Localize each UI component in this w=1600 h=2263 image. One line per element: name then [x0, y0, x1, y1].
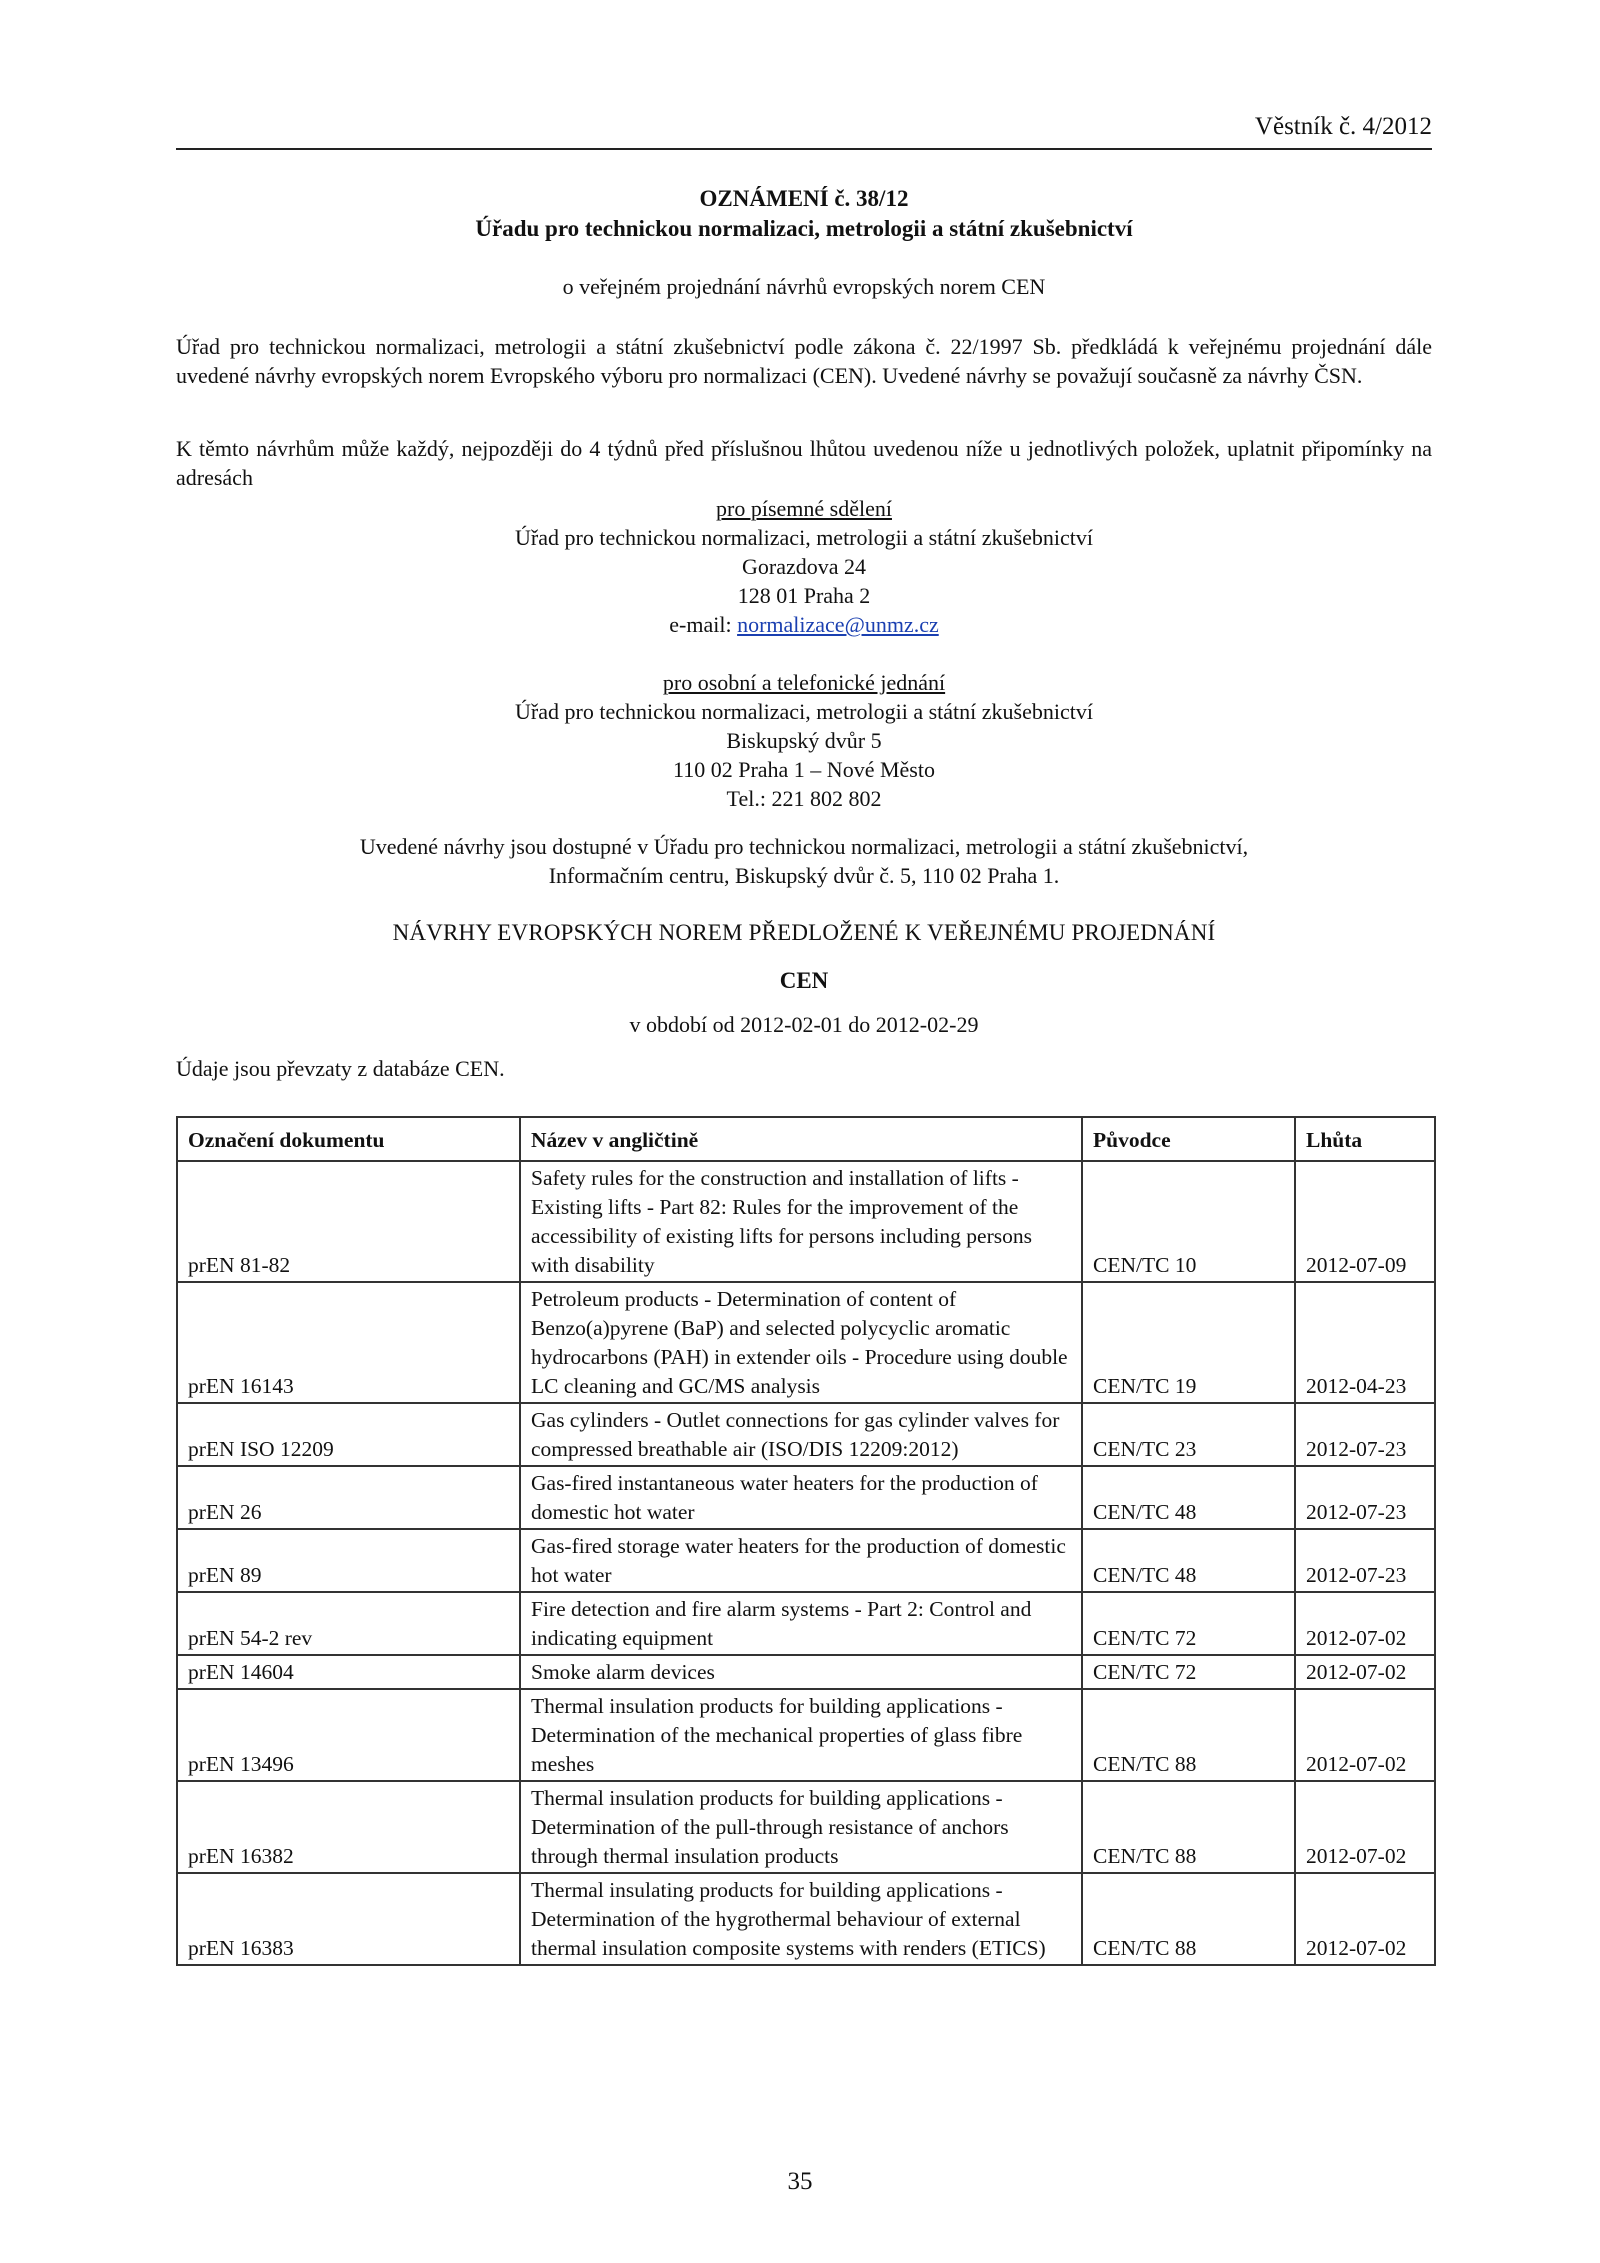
cell-title: Gas-fired storage water heaters for the production of domestic hot water [520, 1529, 1082, 1592]
cell-originator: CEN/TC 48 [1082, 1466, 1295, 1529]
cell-deadline: 2012-07-02 [1295, 1689, 1435, 1781]
cell-document: prEN 13496 [177, 1689, 520, 1781]
table-row [177, 1466, 1435, 1529]
cell-title: Thermal insulation products for building applications - Determination of the mechanical properties of glass fibre meshes [520, 1689, 1082, 1781]
cell-deadline: 2012-07-02 [1295, 1592, 1435, 1655]
section-period: v období od 2012-02-01 do 2012-02-29 [629, 1012, 979, 1037]
cell-title: Thermal insulating products for building applications - Determination of the hygrothermal behaviour of external thermal insulation composite systems with renders (ETICS) [520, 1873, 1082, 1965]
personal-contact-city: 110 02 Praha 1 – Nové Město [673, 757, 935, 782]
cell-document: prEN 16382 [177, 1781, 520, 1873]
table-row [177, 1689, 1435, 1781]
cell-originator: CEN/TC 10 [1082, 1161, 1295, 1282]
drafts-table [176, 1116, 1436, 1966]
cell-deadline: 2012-07-02 [1295, 1873, 1435, 1965]
availability-line-1: Uvedené návrhy jsou dostupné v Úřadu pro technickou normalizaci, metrologii a státní zkušebnictví, [359, 834, 1249, 859]
availability-line-2: Informačním centru, Biskupský dvůr č. 5, 110 02 Praha 1. [548, 863, 1060, 888]
table-header-row [177, 1117, 1435, 1161]
cell-title: Thermal insulation products for building applications - Determination of the pull-through resistance of anchors through thermal insulation products [520, 1781, 1082, 1873]
notice-issuer: Úřadu pro technickou normalizaci, metrologii a státní zkušebnictví [475, 216, 1133, 241]
notice-title: OZNÁMENÍ č. 38/12 [699, 186, 909, 211]
cell-originator: CEN/TC 88 [1082, 1781, 1295, 1873]
cell-document: prEN 16383 [177, 1873, 520, 1965]
header-deadline: Lhůta [1295, 1117, 1435, 1161]
table-row [177, 1161, 1435, 1282]
cell-deadline: 2012-04-23 [1295, 1282, 1435, 1403]
personal-contact-block [176, 668, 1432, 813]
header-originator: Původce [1082, 1117, 1295, 1161]
written-contact-city: 128 01 Praha 2 [737, 583, 871, 608]
personal-contact-phone: Tel.: 221 802 802 [726, 786, 882, 811]
cell-deadline: 2012-07-23 [1295, 1403, 1435, 1466]
table-row [177, 1282, 1435, 1403]
personal-contact-street: Biskupský dvůr 5 [726, 728, 882, 753]
cell-title: Fire detection and fire alarm systems - Part 2: Control and indicating equipment [520, 1592, 1082, 1655]
personal-contact-heading: pro osobní a telefonické jednání [662, 670, 946, 695]
availability-note [176, 832, 1432, 890]
table-row [177, 1403, 1435, 1466]
written-contact-block [176, 494, 1432, 639]
cell-document: prEN 81-82 [177, 1161, 520, 1282]
cell-document: prEN 89 [177, 1529, 520, 1592]
written-contact-heading: pro písemné sdělení [716, 496, 892, 521]
cell-document: prEN ISO 12209 [177, 1403, 520, 1466]
table-row [177, 1529, 1435, 1592]
header-document: Označení dokumentu [177, 1117, 520, 1161]
cell-title: Smoke alarm devices [520, 1655, 1082, 1689]
notice-subject: o veřejném projednání návrhů evropských norem CEN [562, 274, 1046, 299]
cell-originator: CEN/TC 19 [1082, 1282, 1295, 1403]
intro-paragraph-2: K těmto návrhům může každý, nejpozději do 4 týdnů před příslušnou lhůtou uvedenou níže u jednotlivých položek, uplatnit připomínky na adresách [176, 436, 1432, 490]
table-row [177, 1592, 1435, 1655]
email-label: e-mail: [669, 612, 738, 637]
cell-originator: CEN/TC 23 [1082, 1403, 1295, 1466]
cell-originator: CEN/TC 72 [1082, 1592, 1295, 1655]
cell-originator: CEN/TC 88 [1082, 1873, 1295, 1965]
table-row [177, 1873, 1435, 1965]
email-link[interactable]: normalizace@unmz.cz [737, 612, 939, 637]
cell-deadline: 2012-07-02 [1295, 1655, 1435, 1689]
cell-document: prEN 54-2 rev [177, 1592, 520, 1655]
cell-title: Petroleum products - Determination of content of Benzo(a)pyrene (BaP) and selected polycyclic aromatic hydrocarbons (PAH) in extender oils - Procedure using double LC cleaning and GC/MS analysis [520, 1282, 1082, 1403]
written-contact-street: Gorazdova 24 [741, 554, 866, 579]
cell-deadline: 2012-07-23 [1295, 1466, 1435, 1529]
page-number: 35 [787, 2168, 813, 2195]
table-row [177, 1781, 1435, 1873]
personal-contact-office: Úřad pro technickou normalizaci, metrologii a státní zkušebnictví [515, 699, 1093, 724]
section-body: CEN [779, 968, 829, 993]
cell-deadline: 2012-07-02 [1295, 1781, 1435, 1873]
cell-title: Gas cylinders - Outlet connections for gas cylinder valves for compressed breathable air (ISO/DIS 12209:2012) [520, 1403, 1082, 1466]
source-note: Údaje jsou převzaty z databáze CEN. [176, 1056, 505, 1081]
cell-document: prEN 14604 [177, 1655, 520, 1689]
running-header [176, 112, 1432, 150]
cell-document: prEN 16143 [177, 1282, 520, 1403]
written-contact-office: Úřad pro technickou normalizaci, metrologii a státní zkušebnictví [515, 525, 1093, 550]
cell-originator: CEN/TC 48 [1082, 1529, 1295, 1592]
cell-document: prEN 26 [177, 1466, 520, 1529]
cell-title: Safety rules for the construction and installation of lifts - Existing lifts - Part 82: Rules for the improvement of the accessibility of existing lifts for persons including persons with disability [520, 1161, 1082, 1282]
journal-issue: Věstník č. 4/2012 [1254, 113, 1432, 140]
intro-paragraph-1: Úřad pro technickou normalizaci, metrologii a státní zkušebnictví podle zákona č. 22/1997 Sb. předkládá k veřejnému projednání dále uvedené návrhy evropských norem Evropského výboru pro normalizaci (CEN). Uvedené návrhy se považují současně za návrhy ČSN. [176, 334, 1432, 388]
cell-deadline: 2012-07-23 [1295, 1529, 1435, 1592]
header-english-title: Název v angličtině [520, 1117, 1082, 1161]
written-contact-email-line [176, 610, 1432, 639]
section-title: NÁVRHY EVROPSKÝCH NOREM PŘEDLOŽENÉ K VEŘEJNÉMU PROJEDNÁNÍ [392, 920, 1216, 945]
cell-deadline: 2012-07-09 [1295, 1161, 1435, 1282]
cell-originator: CEN/TC 88 [1082, 1689, 1295, 1781]
table-row [177, 1655, 1435, 1689]
cell-title: Gas-fired instantaneous water heaters for the production of domestic hot water [520, 1466, 1082, 1529]
cell-originator: CEN/TC 72 [1082, 1655, 1295, 1689]
